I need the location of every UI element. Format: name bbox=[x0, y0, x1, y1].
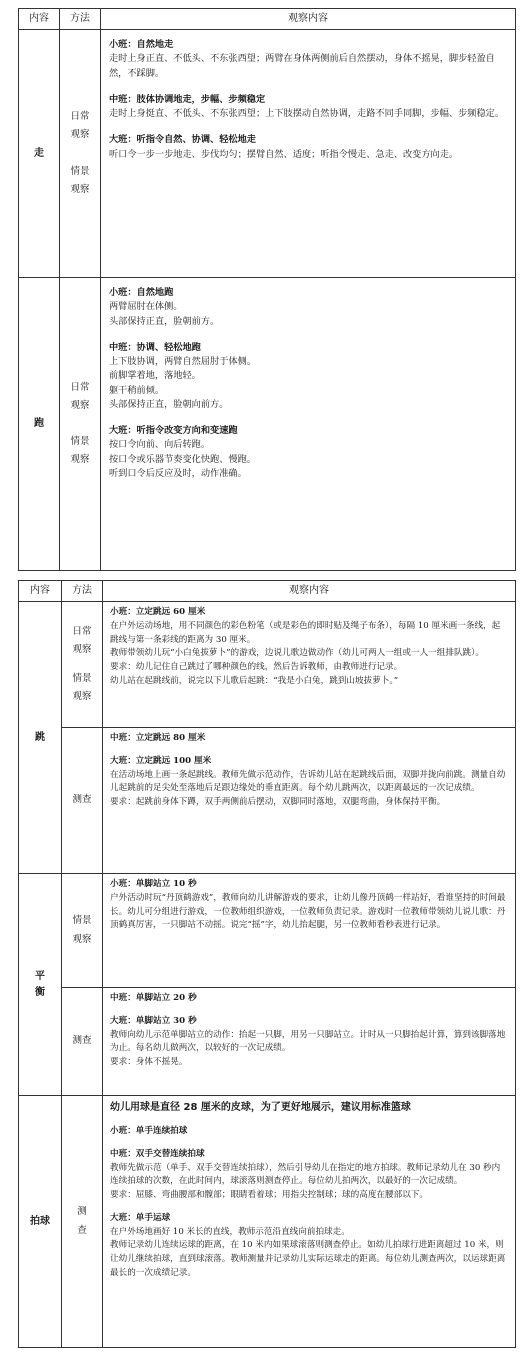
observation-jump-b bbox=[103, 728, 516, 874]
content-line: 平 bbox=[35, 970, 45, 982]
method-line: 观察 bbox=[72, 644, 92, 656]
method-line: 观察 bbox=[72, 690, 92, 702]
obs-title: 大班：听指令自然、协调、轻松地走 bbox=[109, 134, 256, 146]
method-line: 查 bbox=[77, 1224, 87, 1236]
obs-line: 头部保持正直，脸朝前方。 bbox=[109, 315, 220, 327]
method-line: 日常 bbox=[70, 381, 90, 393]
obs-line: 听口令一步一步地走、步伐均匀；摆臂自然、适度；听指令慢走、急走、改变方向走。 bbox=[109, 148, 459, 160]
obs-title: 大班：听指令改变方向和变速跑 bbox=[109, 425, 238, 436]
obs-block bbox=[109, 93, 507, 122]
table-walk-run bbox=[18, 8, 516, 571]
obs-line: 要求：幼儿记住自己跳过了哪种颜色的线，然后告诉教师，由教师进行记录。 bbox=[110, 662, 403, 672]
row-jump-a bbox=[19, 602, 516, 728]
obs-line: 教师向幼儿示范单脚站立的动作：抬起一只脚，用另一只脚站立。计时从一只脚抬起计算，算到该脚落地为止。每名幼儿做两次，以较好的一次记成绩。 bbox=[110, 1029, 506, 1054]
content-walk: 走 bbox=[19, 30, 60, 278]
row-walk bbox=[19, 30, 516, 278]
obs-block bbox=[109, 341, 507, 412]
content-line: 衡 bbox=[35, 986, 45, 998]
method-balance-b: 测查 bbox=[62, 988, 103, 1096]
obs-line: 在活动场地上画一条起跳线。教师先做示范动作，告诉幼儿站在起跳线后面，双脚并拢向前跳。测量自幼儿起跳前的足尖处至落地后足跟边缘处的垂直距离。每个幼儿跳两次，以距离最远的一次记成绩。 bbox=[110, 769, 506, 794]
obs-line: 上下肢协调，两臂自然屈肘于体侧。 bbox=[109, 356, 256, 367]
obs-title: 小班：自然地跑 bbox=[109, 287, 174, 298]
obs-title: 中班：肢体协调地走，步幅、步频稳定 bbox=[109, 93, 266, 105]
method-line: 日常 bbox=[70, 111, 90, 123]
header-content: 内容 bbox=[19, 9, 60, 30]
obs-block bbox=[110, 1148, 508, 1203]
obs-title: 小班：单手连续拍球 bbox=[110, 1126, 188, 1136]
method-ball bbox=[62, 1096, 103, 1348]
obs-line: 教师带领幼儿玩“小白兔拔萝卜”的游戏，边说儿歌边做动作（幼儿可两人一组或一人一组排队跳）。 bbox=[110, 648, 485, 659]
obs-line: 幼儿站在起跳线前，说完以下儿歌后起跳：“我是小白兔，跳到山坡拔萝卜。” bbox=[110, 675, 399, 686]
method-line: 观察 bbox=[70, 399, 90, 411]
content-jump: 跳 bbox=[19, 602, 62, 874]
method-jump-b: 测查 bbox=[62, 728, 103, 874]
content-balance bbox=[19, 874, 62, 1096]
row-jump-b bbox=[19, 728, 516, 874]
content-run: 跑 bbox=[19, 278, 60, 571]
obs-block bbox=[109, 133, 507, 162]
observation-balance-b bbox=[103, 988, 516, 1096]
obs-title: 大班：单脚站立 30 秒 bbox=[110, 1015, 197, 1026]
obs-block bbox=[110, 1100, 508, 1116]
observation-walk bbox=[101, 30, 516, 278]
header-observation: 观察内容 bbox=[103, 581, 516, 602]
obs-line: 教师记录幼儿连续运球的距离，在 10 米内如果球滚落则测查停止。如幼儿拍球行进距离超过 10 米，则让幼儿继续拍球，直到球滚落。教师测量并记录幼儿实际运球走的距离。每位幼儿测查两次，以运球距离最长的一次成绩记录。 bbox=[110, 1240, 506, 1278]
header-content: 内容 bbox=[19, 581, 62, 602]
obs-block bbox=[109, 286, 507, 329]
obs-line: 要求：起跳前身体下蹲，双手两侧前后摆动，双脚同时落地，双腿弯曲，身体保持平衡。 bbox=[110, 797, 446, 807]
method-line: 观察 bbox=[72, 933, 92, 945]
obs-line: 在户外运动场地，用不同颜色的彩色粉笔（或是彩色的即时贴及绳子布条），每隔 10 厘米画一条线，起跳线与第一条彩线的距离为 30 厘米。 bbox=[110, 620, 501, 645]
obs-title: 大班：单手运球 bbox=[110, 1212, 171, 1223]
obs-block bbox=[110, 1125, 508, 1139]
obs-line: 前脚掌着地，落地轻。 bbox=[109, 370, 201, 382]
obs-title: 中班：单脚站立 20 秒 bbox=[110, 993, 197, 1003]
observation-ball bbox=[103, 1096, 516, 1348]
row-balance-b bbox=[19, 988, 516, 1096]
obs-line: 两臂屈肘在体侧。 bbox=[109, 301, 183, 313]
obs-line: 按口令或乐器节奏变化快跑、慢跑。 bbox=[109, 453, 256, 465]
method-line: 日常 bbox=[72, 626, 92, 638]
obs-line: 要求：屈膝、弯曲腰部和髋部；眼睛看着球；用指尖控制球；球的高度在腰部以下。 bbox=[110, 1190, 428, 1200]
row-balance-a bbox=[19, 874, 516, 988]
obs-block bbox=[110, 992, 508, 1006]
method-jump-a bbox=[62, 602, 103, 728]
obs-line: 听到口令后反应及时，动作准确。 bbox=[109, 467, 247, 479]
ball-note: 幼儿用球是直径 28 厘米的皮球，为了更好地展示，建议用标准篮球 bbox=[110, 1102, 411, 1113]
method-run bbox=[60, 278, 101, 571]
obs-title: 中班：协调、轻松地跑 bbox=[109, 341, 201, 353]
method-line: 观察 bbox=[70, 183, 90, 195]
observation-run bbox=[101, 278, 516, 571]
obs-line: 教师先做示范（单手、双手交替连续拍球），然后引导幼儿在指定的地方拍球。教师记录幼儿在 30 秒内连续拍球的次数，在此时间内，球滚落则测查停止。每位幼儿拍两次，以最好的一次记成绩。 bbox=[110, 1162, 501, 1187]
method-line: 情景 bbox=[70, 436, 90, 447]
obs-block bbox=[110, 1212, 508, 1281]
method-line: 测 bbox=[77, 1206, 87, 1218]
method-balance-a bbox=[62, 874, 103, 988]
obs-title: 大班：立定跳远 100 厘米 bbox=[110, 755, 212, 766]
table-jump-balance-ball bbox=[18, 580, 516, 1348]
method-line: 情景 bbox=[72, 915, 92, 927]
header-method: 方法 bbox=[62, 581, 103, 602]
observation-balance-a bbox=[103, 874, 516, 988]
obs-block bbox=[110, 878, 508, 933]
method-line: 观察 bbox=[70, 129, 90, 141]
obs-line: 走时上身正直、不低头、不东张西望；两臂在身体两侧前后自然摆动，身体不摇晃，脚步轻盈自然，不踩脚。 bbox=[109, 53, 495, 79]
obs-block bbox=[109, 424, 507, 481]
row-ball bbox=[19, 1096, 516, 1348]
row-run bbox=[19, 278, 516, 571]
obs-title: 小班：立定跳远 60 厘米 bbox=[110, 607, 206, 617]
method-line: 情景 bbox=[70, 165, 90, 177]
obs-block bbox=[110, 1015, 508, 1070]
obs-line: 要求：身体不摇晃。 bbox=[110, 1057, 188, 1067]
method-line: 情景 bbox=[72, 672, 92, 684]
obs-title: 小班：单脚站立 10 秒 bbox=[110, 879, 197, 889]
obs-block bbox=[109, 38, 507, 81]
method-line: 观察 bbox=[70, 454, 90, 466]
obs-block bbox=[110, 755, 508, 810]
obs-line: 按口令向前、向后转跑。 bbox=[109, 439, 211, 451]
obs-line: 在户外场地画好 10 米长的直线，教师示范沿直线向前拍球走。 bbox=[110, 1226, 350, 1237]
method-walk bbox=[60, 30, 101, 278]
content-ball: 拍球 bbox=[19, 1096, 62, 1348]
obs-line: 头部保持正直，脸朝向前方。 bbox=[109, 398, 229, 410]
header-observation: 观察内容 bbox=[101, 9, 516, 30]
obs-block bbox=[110, 606, 508, 689]
obs-block bbox=[110, 732, 508, 746]
obs-line: 躯干稍前倾。 bbox=[109, 384, 165, 396]
obs-title: 中班：立定跳远 80 厘米 bbox=[110, 733, 206, 743]
obs-line: 户外活动时玩“丹顶鹤游戏”，教师向幼儿讲解游戏的要求，让幼儿像丹顶鹤一样站好，看谁坚持的时间最长。幼儿可分组进行游戏，一位教师组织游戏，一位教师负责记录。游戏时一位教师带领幼儿说儿歌：丹顶鹤真厉害，一只脚站不动摇。说完“摇”字，幼儿抬起腿，另一位教师看秒表进行记录。 bbox=[110, 892, 506, 931]
header-method: 方法 bbox=[60, 9, 101, 30]
obs-line: 走时上身挺直、不低头、不东张西望；上下肢摆动自然协调，走路不同手同脚，步幅、步频稳定。 bbox=[109, 108, 505, 119]
obs-title: 中班：双手交替连续拍球 bbox=[110, 1148, 205, 1159]
observation-jump-a bbox=[103, 602, 516, 728]
obs-title: 小班：自然地走 bbox=[109, 39, 174, 50]
